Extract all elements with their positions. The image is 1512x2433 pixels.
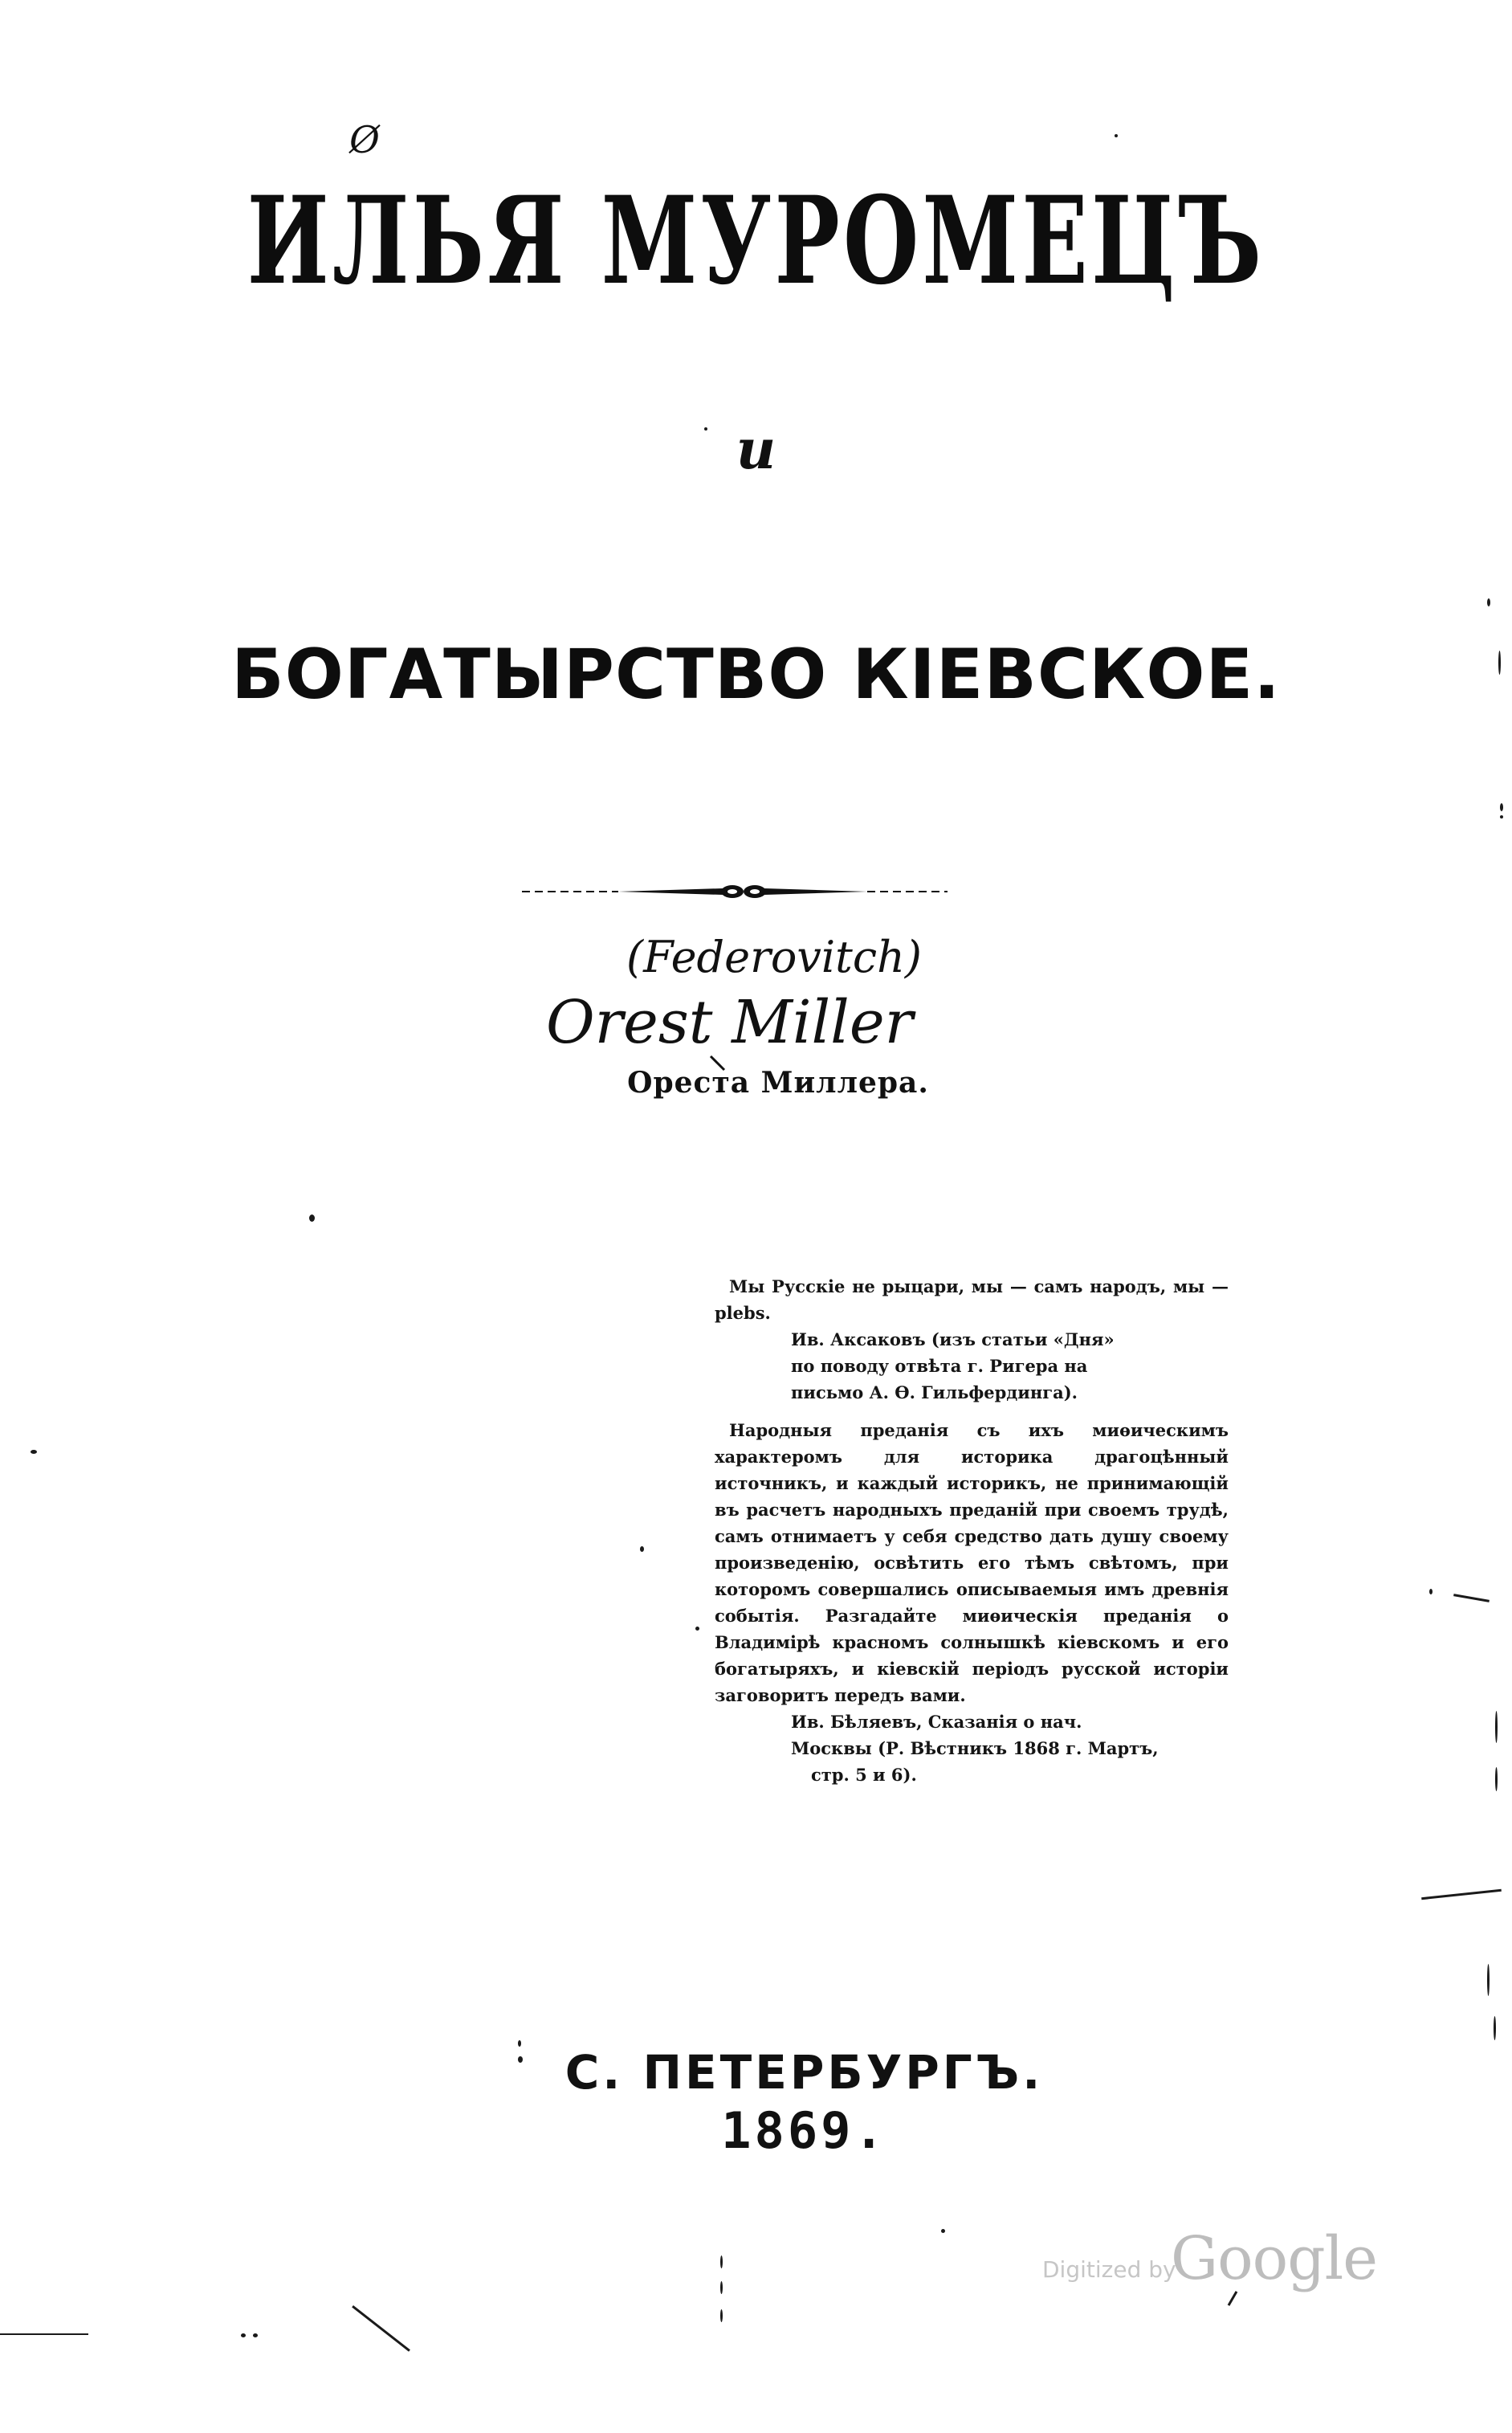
watermark-brand: Google xyxy=(1171,2224,1378,2293)
epigraph-attribution-2-line-3: стр. 5 и 6). xyxy=(811,1765,917,1785)
handwritten-line-2: Orest Miller xyxy=(546,988,914,1057)
epigraph-block xyxy=(715,1273,1229,1788)
imprint-city: С. ПЕТЕРБУРГЪ. xyxy=(564,2045,1044,2100)
author-name: Ореста Миллера. xyxy=(627,1066,929,1100)
epigraph-attribution-2-line-2: Москвы (Р. Вѣстникъ 1868 г. Мартъ, xyxy=(791,1738,1159,1758)
watermark-prefix: Digitized by xyxy=(1042,2256,1176,2283)
imprint-year: 1869. xyxy=(721,2101,887,2160)
title-main: ИЛЬЯ МУРОМЕЦЪ xyxy=(247,170,1265,312)
digitized-by-watermark xyxy=(1042,2224,1380,2293)
handwritten-annotation xyxy=(514,916,1012,1076)
handwritten-line-1: (Federovitch) xyxy=(626,932,922,982)
title-subtitle: БОГАТЫРСТВО КІЕВСКОЕ. xyxy=(231,635,1281,715)
epigraph-quote-2: Народныя преданія съ ихъ миѳическимъ характеромъ для историка драгоцѣнный источникъ, и каждый историкъ, не принимающій въ расчетъ народныхъ преданій при своемъ трудѣ, самъ отнимаетъ у себя средство дать душу своему произведенію, освѣтить его тѣмъ свѣтомъ, при которомъ совершались описываемыя имъ древнія событія. Разгадайте миѳическія преданія о Владимірѣ красномъ солнышкѣ кіевскомъ и его богатыряхъ, и кіевскій періодъ русской исторіи заговоритъ передъ вами. xyxy=(715,1420,1229,1705)
epigraph-attribution-1-line-1: Ив. Аксаковъ (изъ статьи «Дня» xyxy=(791,1329,1115,1349)
epigraph-attribution-1-line-3: письмо А. Ѳ. Гильфердинга). xyxy=(791,1382,1078,1402)
handwritten-mark: Ø xyxy=(349,118,380,161)
ornament-divider xyxy=(522,876,948,908)
epigraph-attribution-1-line-2: по поводу отвѣта г. Ригера на xyxy=(791,1356,1088,1376)
epigraph-quote-1: Мы Русскіе не рыцари, мы — самъ народъ, мы — plebs. xyxy=(715,1276,1229,1323)
title-conjunction: и xyxy=(736,418,776,482)
epigraph-attribution-2-line-1: Ив. Бѣляевъ, Сказанія о нач. xyxy=(791,1712,1082,1732)
